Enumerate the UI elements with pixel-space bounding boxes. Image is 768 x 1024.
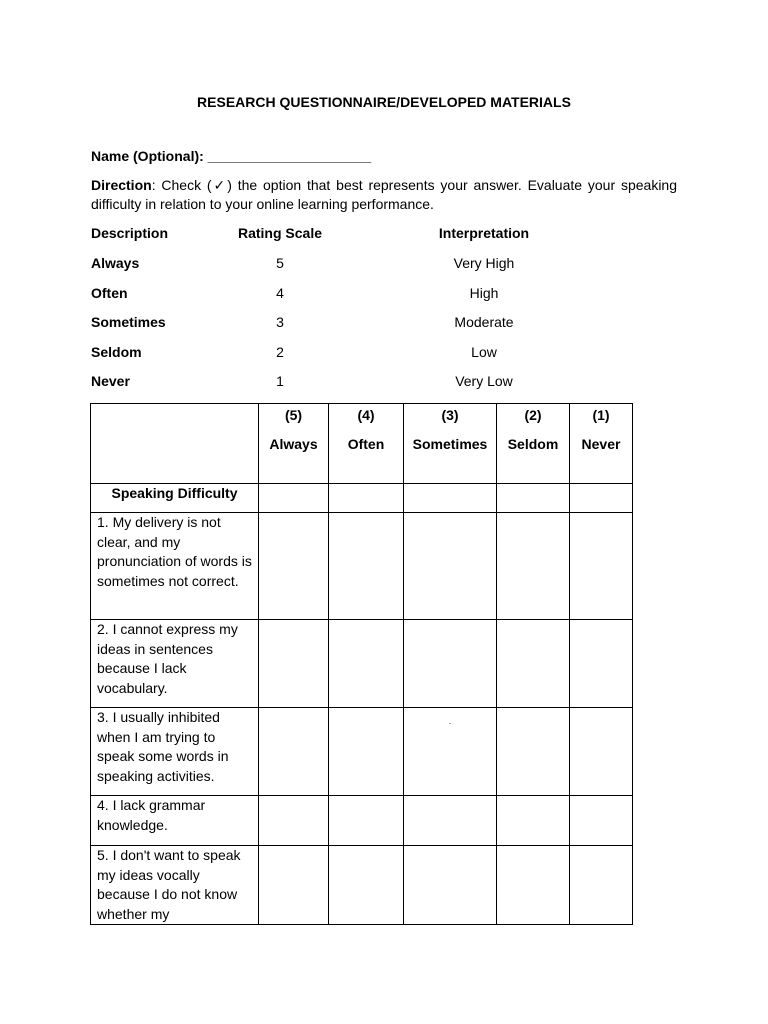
scale-header-interpretation: Interpretation <box>438 225 530 241</box>
direction-text: : Check (✓) the option that best represents your answer. Evaluate your speaking difficulty in relation to your online learning performance. <box>91 177 677 212</box>
table-row <box>91 846 633 925</box>
scale-header-description: Description <box>91 225 169 241</box>
table-row <box>91 796 633 846</box>
scale-rating: 2 <box>276 344 284 360</box>
column-label: Always <box>269 436 318 452</box>
rating-cell[interactable] <box>259 708 329 796</box>
column-number: (5) <box>284 407 303 423</box>
item-statement: 3. I usually inhibited when I am trying to speak some words in speaking activities. <box>91 708 259 796</box>
section-row <box>91 484 633 513</box>
column-label: Seldom <box>507 436 559 452</box>
item-statement: 4. I lack grammar knowledge. <box>91 796 259 846</box>
rating-cell[interactable] <box>497 708 570 796</box>
rating-cell[interactable] <box>404 620 497 708</box>
column-number: (1) <box>592 407 610 423</box>
stray-dot-mark: . <box>448 717 452 726</box>
rating-cell[interactable] <box>497 846 570 925</box>
scale-description: Sometimes <box>91 314 166 330</box>
scale-description: Never <box>91 373 130 389</box>
name-field-label: Name (Optional): _____________________ <box>91 148 372 164</box>
rating-cell[interactable] <box>329 796 404 846</box>
rating-cell[interactable] <box>497 796 570 846</box>
scale-description: Always <box>91 255 140 271</box>
item-statement: 2. I cannot express my ideas in sentences because I lack vocabulary. <box>91 620 259 708</box>
rating-cell[interactable] <box>570 484 633 513</box>
rating-cell[interactable] <box>259 796 329 846</box>
rating-cell[interactable] <box>404 846 497 925</box>
section-label: Speaking Difficulty <box>91 484 259 513</box>
rating-cell[interactable] <box>329 484 404 513</box>
scale-interpretation: Moderate <box>454 314 514 330</box>
rating-cell[interactable] <box>497 484 570 513</box>
scale-row <box>0 373 768 393</box>
rating-cell[interactable] <box>404 796 497 846</box>
column-label: Sometimes <box>412 436 488 452</box>
column-number: (3) <box>441 407 459 423</box>
rating-cell[interactable] <box>404 513 497 620</box>
column-label: Never <box>581 436 621 452</box>
column-number: (4) <box>357 407 375 423</box>
scale-row <box>0 255 768 275</box>
rating-cell[interactable] <box>497 513 570 620</box>
direction-label: Direction <box>91 177 152 193</box>
scale-description: Seldom <box>91 344 142 360</box>
rating-cell[interactable] <box>404 484 497 513</box>
rating-cell[interactable] <box>259 846 329 925</box>
column-header-never <box>570 404 633 484</box>
rating-cell[interactable] <box>259 484 329 513</box>
rating-cell[interactable] <box>259 513 329 620</box>
rating-cell[interactable] <box>570 513 633 620</box>
scale-header-row <box>0 225 768 245</box>
scale-interpretation: Very High <box>453 255 515 271</box>
rating-cell[interactable] <box>497 620 570 708</box>
scale-row <box>0 314 768 334</box>
scale-row <box>0 285 768 305</box>
rating-cell[interactable] <box>259 620 329 708</box>
blank-header-cell <box>91 404 259 484</box>
survey-table <box>90 403 633 925</box>
scale-interpretation: Very Low <box>455 373 513 389</box>
table-row <box>91 513 633 620</box>
column-header-seldom <box>497 404 570 484</box>
rating-cell[interactable] <box>570 620 633 708</box>
scale-description: Often <box>91 285 128 301</box>
rating-cell[interactable] <box>329 620 404 708</box>
page-title: RESEARCH QUESTIONNAIRE/DEVELOPED MATERIALS <box>197 94 571 110</box>
table-row <box>91 708 633 796</box>
table-row <box>91 620 633 708</box>
column-number: (2) <box>524 407 542 423</box>
rating-cell[interactable] <box>329 708 404 796</box>
direction-paragraph <box>91 176 677 214</box>
scale-rating: 1 <box>276 373 284 389</box>
column-header-often <box>329 404 404 484</box>
rating-cell[interactable] <box>570 796 633 846</box>
rating-cell[interactable] <box>570 846 633 925</box>
rating-cell[interactable] <box>570 708 633 796</box>
scale-rating: 4 <box>276 285 284 301</box>
item-statement: 5. I don't want to speak my ideas vocally because I do not know whether my <box>91 846 259 925</box>
scale-rating: 3 <box>276 314 284 330</box>
column-header-always <box>259 404 329 484</box>
rating-cell[interactable] <box>404 708 497 796</box>
scale-rating: 5 <box>276 255 284 271</box>
survey-header-row <box>91 404 633 484</box>
scale-interpretation: Low <box>471 344 497 360</box>
scale-header-rating: Rating Scale <box>237 225 323 241</box>
column-label: Often <box>347 436 385 452</box>
rating-cell[interactable] <box>329 846 404 925</box>
scale-interpretation: High <box>469 285 499 301</box>
rating-cell[interactable] <box>329 513 404 620</box>
item-statement: 1. My delivery is not clear, and my pronunciation of words is sometimes not correct. <box>91 513 259 620</box>
scale-row <box>0 344 768 364</box>
column-header-sometimes <box>404 404 497 484</box>
